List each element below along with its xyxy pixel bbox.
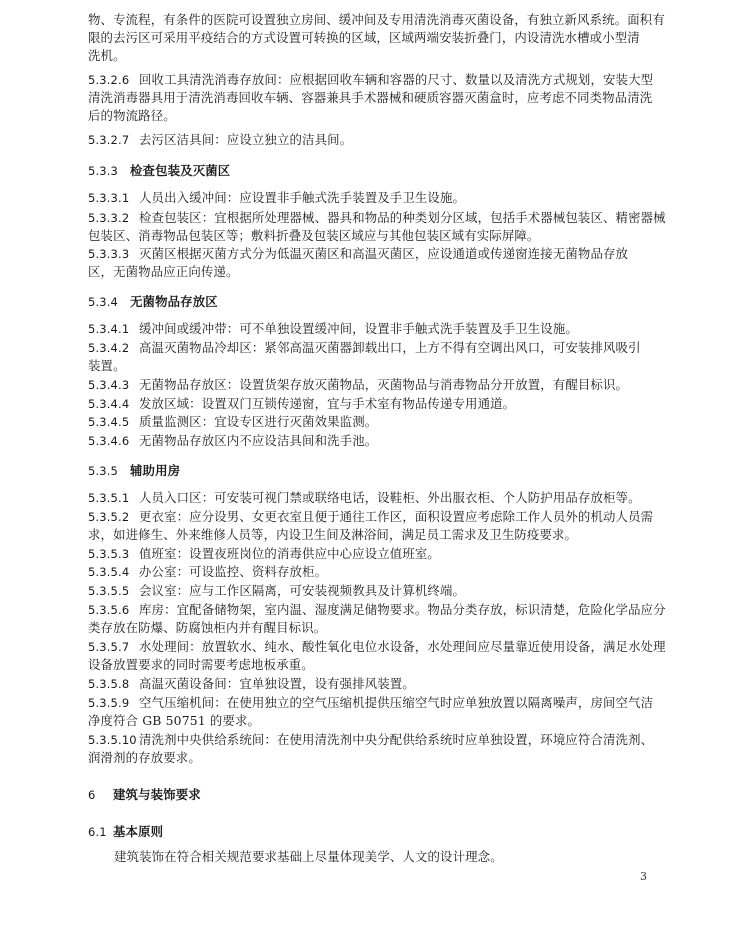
clause-5-3-5-2: 5.3.5.2 更衣室：应分设男、女更衣室且便于通往工作区，面积设置应考虑除工作人员外的机动人员需: [88, 509, 654, 524]
clause-number: 5.3.3.1: [88, 191, 130, 205]
clause-number: 5.3.5.7: [88, 640, 130, 654]
clause-5-3-4-1: 5.3.4.1 缓冲间或缓冲带：可不单独设置缓冲间，设置非手触式洗手装置及手卫生设施。: [88, 321, 578, 336]
section-number: 5.3.3: [88, 164, 119, 178]
clause-5-3-2-7: 5.3.2.7 去污区洁具间：应设立独立的洁具间。: [88, 132, 353, 147]
text-line: 物、专流程，有条件的医院可设置独立房间、缓冲间及专用清洗消毒灭菌设备，有独立新风系统。面积有: [88, 12, 665, 27]
clause-5-3-5-5: 5.3.5.5 会议室：应与工作区隔离，可安装视频教具及计算机终端。: [88, 583, 466, 598]
clause-5-3-3-2: 5.3.3.2 检查包装区：宜根据所处理器械、器具和物品的种类划分区域，包括手术器械包装区、精密器械: [88, 210, 666, 225]
clause-5-3-3-3: 5.3.3.3 灭菌区根据灭菌方式分为低温灭菌区和高温灭菌区，应设通道或传递窗连接无菌物品存放: [88, 246, 629, 261]
text-line: 类存放在防爆、防腐蚀柜内并有醒目标识。: [88, 620, 327, 635]
clause-number: 5.3.4.6: [88, 434, 130, 448]
clause-number: 5.3.3.2: [88, 211, 130, 225]
clause-5-3-5-10: 5.3.5.10 清洗剂中央供给系统间：在使用清洗剂中央分配供给系统时应单独设置，环境应符合清洗剂、: [88, 732, 654, 747]
clause-5-3-4-4: 5.3.4.4 发放区域：设置双门互锁传递窗，宜与手术室有物品传递专用通道。: [88, 396, 516, 411]
clause-number: 5.3.4.3: [88, 378, 130, 392]
clause-5-3-5-6: 5.3.5.6 库房：宜配备储物架，室内温、湿度满足储物要求。物品分类存放，标识清楚，危险化学品应分: [88, 602, 666, 617]
section-heading-5-3-4: 5.3.4 无菌物品存放区: [88, 294, 218, 309]
clause-number: 5.3.4.1: [88, 322, 130, 336]
clause-number: 5.3.4.2: [88, 341, 130, 355]
clause-number: 5.3.5.6: [88, 603, 130, 617]
clause-number: 5.3.3.3: [88, 247, 130, 261]
text-line: 洗机。: [88, 48, 126, 63]
text-line: 清洗消毒器具用于清洗消毒回收车辆、容器兼具手术器械和硬质容器灭菌盒时，应考虑不同类物品清洗: [88, 90, 653, 105]
clause-5-3-2-6: 5.3.2.6 回收工具清洗消毒存放间：应根据回收车辆和容器的尺寸、数量以及清洗方式规划，安装大型: [88, 72, 654, 87]
clause-5-3-4-5: 5.3.4.5 质量监测区：宜设专区进行灭菌效果监测。: [88, 414, 378, 429]
text-line: 后的物流路径。: [88, 108, 176, 123]
chapter-heading-6: 6 建筑与装饰要求: [88, 787, 201, 802]
section-heading-5-3-3: 5.3.3 检查包装及灭菌区: [88, 163, 231, 178]
text-line: 求，如进修生、外来维修人员等，内设卫生间及淋浴间，满足员工需求及卫生防疫要求。: [88, 527, 578, 542]
text-line: 净度符合 GB 50751 的要求。: [88, 713, 261, 728]
text-line: 区，无菌物品应正向传递。: [88, 264, 239, 279]
clause-number: 5.3.5.3: [88, 547, 130, 561]
clause-5-3-5-9: 5.3.5.9 空气压缩机间：在使用独立的空气压缩机提供压缩空气时应单独放置以隔离噪声，房间空气洁: [88, 695, 654, 710]
section-heading-6-1: 6.1 基本原则: [88, 824, 164, 839]
page-number: 3: [640, 870, 647, 883]
clause-number: 5.3.5.10: [88, 733, 137, 747]
clause-number: 5.3.5.8: [88, 677, 130, 691]
clause-number: 5.3.5.2: [88, 510, 130, 524]
text-line: 装置。: [88, 358, 126, 373]
clause-5-3-5-1: 5.3.5.1 人员入口区：可安装可视门禁或联络电话，设鞋柜、外出服衣柜、个人防护用品存放柜等。: [88, 490, 641, 505]
clause-5-3-5-4: 5.3.5.4 办公室：可设监控、资料存放柜。: [88, 564, 328, 579]
clause-5-3-5-7: 5.3.5.7 水处理间：放置软水、纯水、酸性氧化电位水设备，水处理间应尽量靠近使用设备，满足水处理: [88, 639, 666, 654]
section-number: 6.1: [88, 825, 107, 839]
clause-number: 5.3.5.5: [88, 584, 130, 598]
text-line: 建筑装饰在符合相关规范要求基础上尽量体现美学、人文的设计理念。: [114, 849, 503, 864]
clause-number: 5.3.5.9: [88, 696, 130, 710]
clause-number: 5.3.2.6: [88, 73, 130, 87]
clause-5-3-5-8: 5.3.5.8 高温灭菌设备间：宜单独设置，设有强排风装置。: [88, 676, 415, 691]
section-number: 5.3.4: [88, 295, 119, 309]
clause-number: 5.3.4.4: [88, 397, 130, 411]
clause-5-3-4-6: 5.3.4.6 无菌物品存放区内不应设洁具间和洗手池。: [88, 433, 378, 448]
text-line: 润滑剂的存放要求。: [88, 750, 201, 765]
clause-5-3-4-2: 5.3.4.2 高温灭菌物品冷却区：紧邻高温灭菌器卸载出口，上方不得有空调出风口，可安装排风吸引: [88, 340, 641, 355]
section-number: 6: [88, 788, 96, 802]
clause-number: 5.3.2.7: [88, 133, 130, 147]
clause-5-3-5-3: 5.3.5.3 值班室：设置夜班岗位的消毒供应中心应设立值班室。: [88, 546, 440, 561]
text-line: 包装区、消毒物品包装区等；敷料折叠及包装区域应与其他包装区域有实际屏障。: [88, 228, 540, 243]
clause-number: 5.3.4.5: [88, 415, 130, 429]
text-line: 限的去污区可采用平疫结合的方式设置可转换的区域，区域两端安装折叠门，内设清洗水槽或小型清: [88, 30, 640, 45]
section-heading-5-3-5: 5.3.5 辅助用房: [88, 463, 181, 478]
clause-number: 5.3.5.1: [88, 491, 130, 505]
clause-5-3-3-1: 5.3.3.1 人员出入缓冲间：应设置非手触式洗手装置及手卫生设施。: [88, 190, 466, 205]
section-number: 5.3.5: [88, 464, 119, 478]
clause-number: 5.3.5.4: [88, 565, 130, 579]
clause-5-3-4-3: 5.3.4.3 无菌物品存放区：设置货架存放灭菌物品，灭菌物品与消毒物品分开放置，有醒目标识。: [88, 377, 629, 392]
text-line: 设备放置要求的同时需要考虑地板承重。: [88, 657, 314, 672]
